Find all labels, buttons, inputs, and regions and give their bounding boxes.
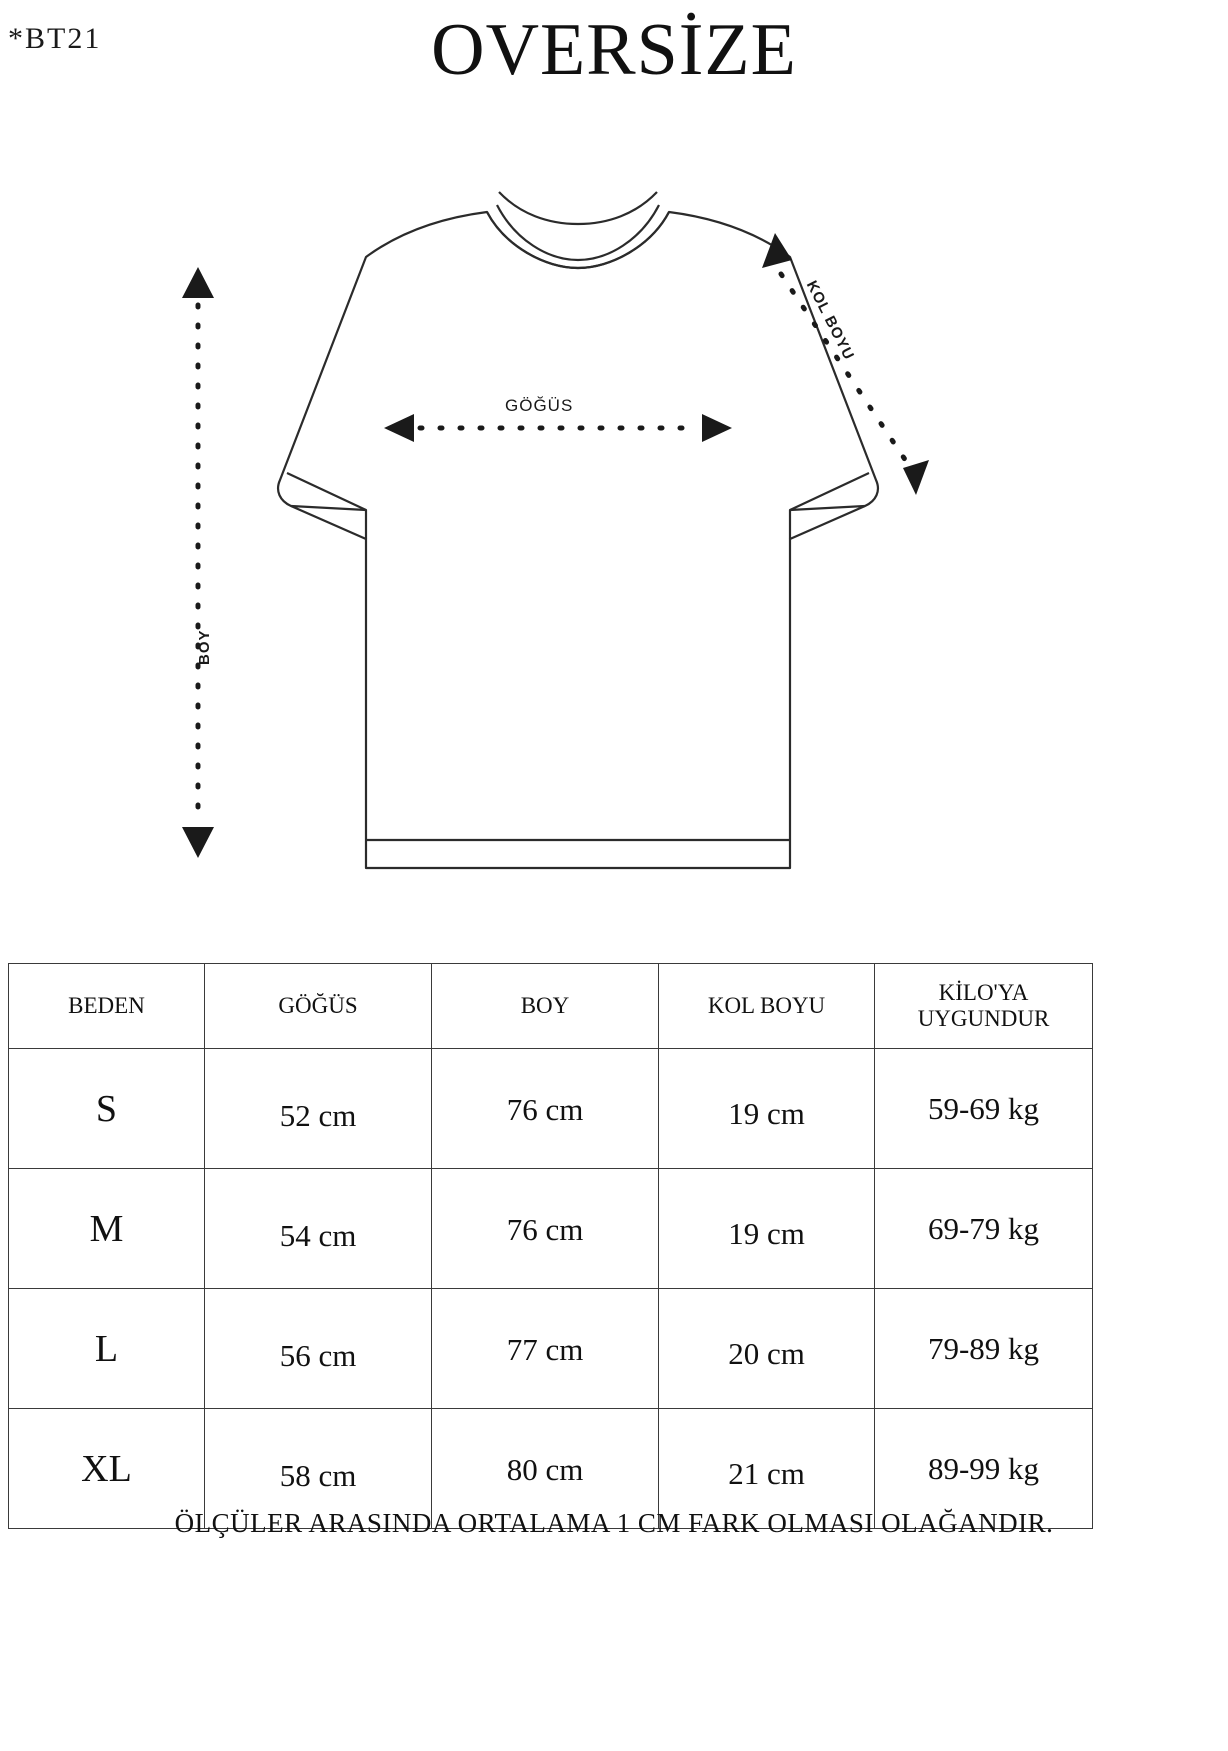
cell-length: 76 cm: [432, 1169, 659, 1289]
cell-sleeve: 21 cm: [659, 1409, 875, 1529]
size-chart-table: [8, 963, 1093, 1529]
cell-size: S: [9, 1049, 205, 1169]
cell-length: 80 cm: [432, 1409, 659, 1529]
cell-length: 77 cm: [432, 1289, 659, 1409]
cell-weight: 79-89 kg: [875, 1289, 1093, 1409]
cell-size: XL: [9, 1409, 205, 1529]
cell-weight: 89-99 kg: [875, 1409, 1093, 1529]
brand-tag: *BT21: [8, 22, 102, 55]
column-header-beden: BEDEN: [9, 964, 205, 1049]
chest-arrow-icon: [384, 414, 732, 442]
cell-size: L: [9, 1289, 205, 1409]
sleeve-label: KOL BOYU: [802, 278, 858, 364]
length-arrow-icon: [182, 267, 214, 858]
tshirt-measurement-diagram: [0, 150, 1228, 960]
column-header-kilo: KİLO'YA UYGUNDUR: [875, 964, 1093, 1049]
cell-weight: 59-69 kg: [875, 1049, 1093, 1169]
cell-chest: 52 cm: [205, 1049, 432, 1169]
cell-sleeve: 19 cm: [659, 1049, 875, 1169]
cell-sleeve: 20 cm: [659, 1289, 875, 1409]
cell-size: M: [9, 1169, 205, 1289]
cell-sleeve: 19 cm: [659, 1169, 875, 1289]
cell-chest: 54 cm: [205, 1169, 432, 1289]
sleeve-arrow-icon: [762, 233, 929, 495]
footer-note: ÖLÇÜLER ARASINDA ORTALAMA 1 CM FARK OLMASI OLAĞANDIR.: [174, 1508, 1054, 1538]
column-header-boy: BOY: [432, 964, 659, 1049]
column-header-gogus: GÖĞÜS: [205, 964, 432, 1049]
cell-chest: 56 cm: [205, 1289, 432, 1409]
table-header-row: [9, 964, 1093, 1049]
table-row: [9, 1289, 1093, 1409]
tshirt-outline-icon: [0, 150, 1228, 960]
cell-length: 76 cm: [432, 1049, 659, 1169]
length-label: BOY: [196, 629, 213, 665]
page-title: OVERSİZE: [431, 9, 797, 91]
column-header-kol-boyu: KOL BOYU: [659, 964, 875, 1049]
table-row: [9, 1049, 1093, 1169]
cell-weight: 69-79 kg: [875, 1169, 1093, 1289]
table-row: [9, 1169, 1093, 1289]
cell-chest: 58 cm: [205, 1409, 432, 1529]
chest-label: GÖĞÜS: [505, 396, 574, 415]
